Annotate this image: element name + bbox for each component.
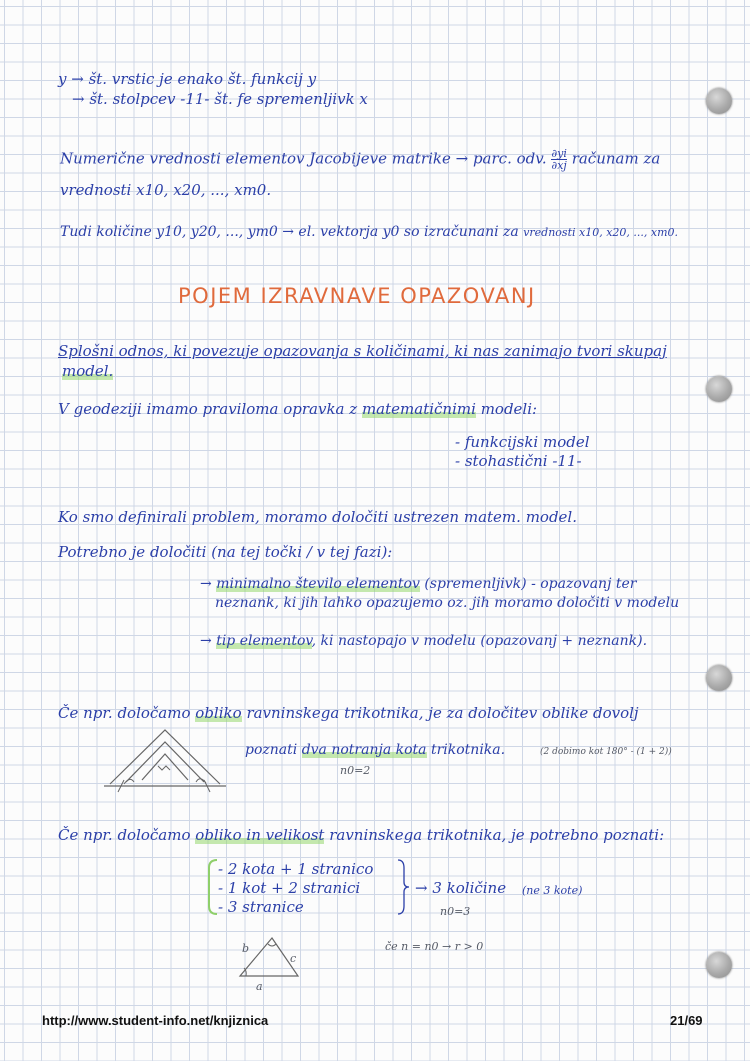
- note-jacobian: [60, 148, 660, 171]
- para-shape-post: ravninskega trikotnika, je za določitev oblike dovolj: [246, 704, 639, 722]
- not-three-angles: (ne 3 kote): [522, 884, 583, 897]
- para-two-angles-post: trikotnika.: [430, 742, 506, 758]
- page-number: 21/69: [670, 1013, 703, 1028]
- section-title: POJEM IZRAVNAVE OPAZOVANJ: [178, 284, 536, 308]
- side-label-b: b: [242, 942, 250, 955]
- para-must-determine: Potrebno je določiti (na tej točki / v tej fazi):: [58, 543, 393, 561]
- note-line-columns: → št. stolpcev -11- št. fe spremenljivk x: [72, 90, 368, 108]
- shape-highlight: obliko: [195, 704, 242, 722]
- para-two-angles: [245, 741, 505, 759]
- note-quantities: [60, 223, 678, 242]
- shape-size-highlight: obliko in velikost: [195, 826, 325, 844]
- two-angles-highlight: dva notranja kota: [301, 742, 427, 758]
- para-general-relation-text: Splošni odnos, ki povezuje opazovanja s količinami, ki nas zanimajo tvori skupaj: [58, 342, 667, 360]
- para-shape: [58, 704, 639, 722]
- bullet-arrow-1: →: [200, 576, 212, 592]
- element-type-highlight: tip elementov: [216, 633, 312, 649]
- para-shape-size: [58, 826, 664, 844]
- note-line-rows: y → št. vrstic je enako št. funkcij y: [58, 70, 317, 88]
- bullet-min-elements-post: (spremenljivk) - opazovanj ter: [424, 576, 637, 592]
- partial-num: ∂yi: [551, 147, 567, 160]
- note-jacobian-pre: Numerične vrednosti elementov Jacobijeve matrike → parc. odv.: [60, 149, 547, 168]
- side-label-a: a: [256, 980, 263, 993]
- para-geodesy-post: modeli:: [480, 400, 538, 418]
- green-bracket: [205, 858, 219, 916]
- three-quantities: → 3 količine: [415, 879, 507, 897]
- note-jacobian-post: računam za: [571, 149, 661, 168]
- note-quantities-post: vrednosti x10, x20, ..., xm0.: [523, 226, 679, 239]
- binder-hole-4: [706, 952, 732, 978]
- footer-url[interactable]: http://www.student-info.net/knjiznica: [42, 1013, 269, 1028]
- case-three-sides: - 3 stranice: [218, 898, 304, 916]
- para-geodesy-pre: V geodeziji imamo praviloma opravka z: [58, 400, 358, 418]
- para-shape-pre: Če npr. določamo: [58, 704, 191, 722]
- model-stochastic: - stohastični -11-: [455, 452, 582, 470]
- para-general-relation: [58, 342, 667, 360]
- para-shape-size-post: ravninskega trikotnika, je potrebno poznati:: [329, 826, 665, 844]
- note-values: vrednosti x10, x20, ..., xm0.: [60, 181, 272, 199]
- side-label-c: c: [290, 952, 297, 965]
- binder-hole-3: [706, 665, 732, 691]
- para-geodesy: [58, 400, 537, 418]
- para-model: [62, 362, 113, 380]
- bullet-min-elements-cont: neznank, ki jih lahko opazujemo oz. jih moramo določiti v modelu: [215, 595, 680, 611]
- binder-hole-1: [706, 88, 732, 114]
- case-two-angles: - 2 kota + 1 stranico: [218, 860, 374, 878]
- partial-derivative: [551, 148, 566, 171]
- case-one-angle: - 1 kot + 2 stranici: [218, 879, 361, 897]
- n0-three: n0=3: [440, 905, 471, 918]
- bullet-min-elements: [200, 575, 636, 593]
- redundancy-condition: če n = n0 → r > 0: [385, 940, 484, 953]
- model-highlight: model.: [62, 362, 114, 380]
- binder-hole-2: [706, 376, 732, 402]
- model-functional: - funkcijski model: [455, 433, 590, 451]
- para-define-problem: Ko smo definirali problem, moramo določiti ustrezen matem. model.: [58, 508, 577, 526]
- bullet-element-type: [200, 632, 647, 650]
- min-elements-highlight: minimalno število elementov: [216, 576, 420, 592]
- angle-note: (2 dobimo kot 180° - (1 + 2)): [540, 747, 672, 757]
- bullet-arrow-2: →: [200, 633, 212, 649]
- bullet-element-type-post: , ki nastopajo v modelu (opazovanj + neznank).: [311, 633, 648, 649]
- note-quantities-pre: Tudi količine y10, y20, ..., ym0 → el. vektorja y0 so izračunani za: [60, 224, 519, 240]
- n0-two: n0=2: [340, 764, 371, 777]
- para-shape-size-pre: Če npr. določamo: [58, 826, 191, 844]
- partial-den: ∂xj: [551, 159, 567, 172]
- curly-brace: [396, 858, 410, 916]
- nested-triangles-sketch: [100, 722, 230, 797]
- mathematical-highlight: matematičnimi: [361, 400, 476, 418]
- para-two-angles-pre: poznati: [245, 742, 298, 758]
